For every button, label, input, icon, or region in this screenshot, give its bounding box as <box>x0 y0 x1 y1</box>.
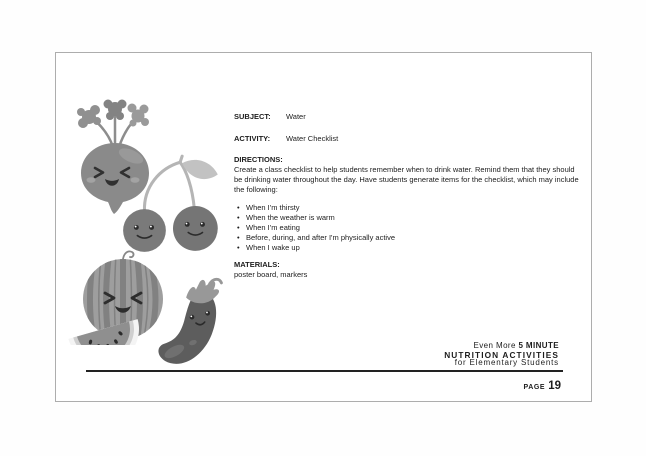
activity-content <box>234 112 584 280</box>
activity-row <box>234 134 584 144</box>
cherries-character-icon <box>117 152 231 256</box>
series-title-bold: 5 MINUTE <box>518 341 559 350</box>
bullet-icon: • <box>237 213 240 222</box>
page-label: PAGE <box>523 384 546 391</box>
checklist-item-text: When I'm thirsty <box>246 203 300 212</box>
subject-label: SUBJECT: <box>234 112 271 121</box>
page-number-value: 19 <box>548 380 561 392</box>
series-prefix: Even More <box>473 341 519 350</box>
bullet-icon: • <box>237 223 240 232</box>
activity-label: ACTIVITY: <box>234 134 271 143</box>
directions-label: DIRECTIONS: <box>234 155 283 164</box>
checklist-item-text: When I wake up <box>246 243 300 252</box>
checklist-item <box>234 203 584 213</box>
worksheet-page <box>55 52 592 402</box>
checklist-item <box>234 223 584 233</box>
bullet-icon: • <box>237 233 240 242</box>
page-number <box>523 376 561 394</box>
checklist-item <box>234 243 584 253</box>
bullet-icon: • <box>237 203 240 212</box>
eggplant-character-icon <box>146 276 238 372</box>
series-line2: NUTRITION ACTIVITIES <box>444 349 559 360</box>
subject-row <box>234 112 584 122</box>
directions-text: Create a class checklist to help students remember when to drink water. Remind them that they should be drinking water throughout the day. Have students generate items for the checklist, which may include the following: <box>234 165 579 194</box>
checklist-item-text: When I'm eating <box>246 223 300 232</box>
series-line3: for Elementary Students <box>454 358 559 368</box>
series-branding <box>444 342 559 368</box>
checklist-item <box>234 233 584 243</box>
directions-section <box>234 155 584 195</box>
checklist-item-text: Before, during, and after I'm physically active <box>246 233 396 242</box>
materials-section <box>234 260 584 280</box>
checklist-item <box>234 213 584 223</box>
checklist <box>234 203 584 253</box>
subject-value: Water <box>286 112 306 121</box>
bullet-icon: • <box>237 243 240 252</box>
activity-value: Water Checklist <box>286 134 339 143</box>
materials-value: poster board, markers <box>234 270 308 279</box>
checklist-item-text: When the weather is warm <box>246 213 335 222</box>
footer-rule <box>86 370 563 372</box>
materials-label: MATERIALS: <box>234 260 280 269</box>
